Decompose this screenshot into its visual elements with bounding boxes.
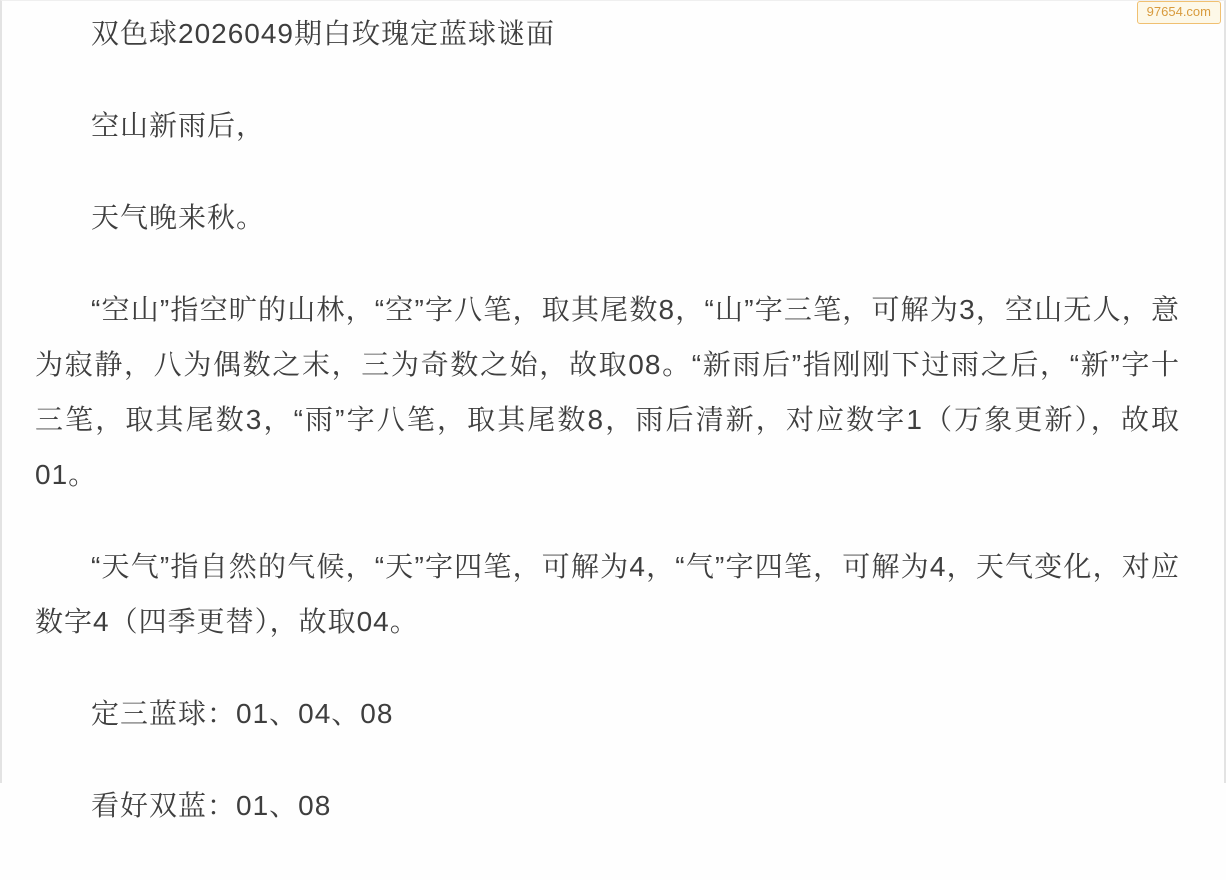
analysis-paragraph-1: “空山”指空旷的山林，“空”字八笔，取其尾数8，“山”字三笔，可解为3，空山无人，意为寂静，八为偶数之末，三为奇数之始，故取08。“新雨后”指刚刚下过雨之后，“新”字十三笔，取其尾数3，“雨”字八笔，取其尾数8，雨后清新，对应数字1（万象更新），故取01。 xyxy=(35,294,1180,490)
poem-line-2: 天气晚来秋。 xyxy=(91,202,266,233)
site-watermark-badge: 97654.com xyxy=(1137,1,1221,24)
article-body xyxy=(2,1,1224,880)
conclusion-three-blue-balls: 定三蓝球：01、04、08 xyxy=(91,698,394,729)
article-title: 双色球2026049期白玫瑰定蓝球谜面 xyxy=(91,18,556,49)
poem-line-1: 空山新雨后， xyxy=(91,110,266,141)
analysis-paragraph-2: “天气”指自然的气候，“天”字四笔，可解为4，“气”字四笔，可解为4，天气变化，对应数字4（四季更替），故取04。 xyxy=(35,551,1180,637)
conclusion-double-blue: 看好双蓝：01、08 xyxy=(91,790,332,821)
